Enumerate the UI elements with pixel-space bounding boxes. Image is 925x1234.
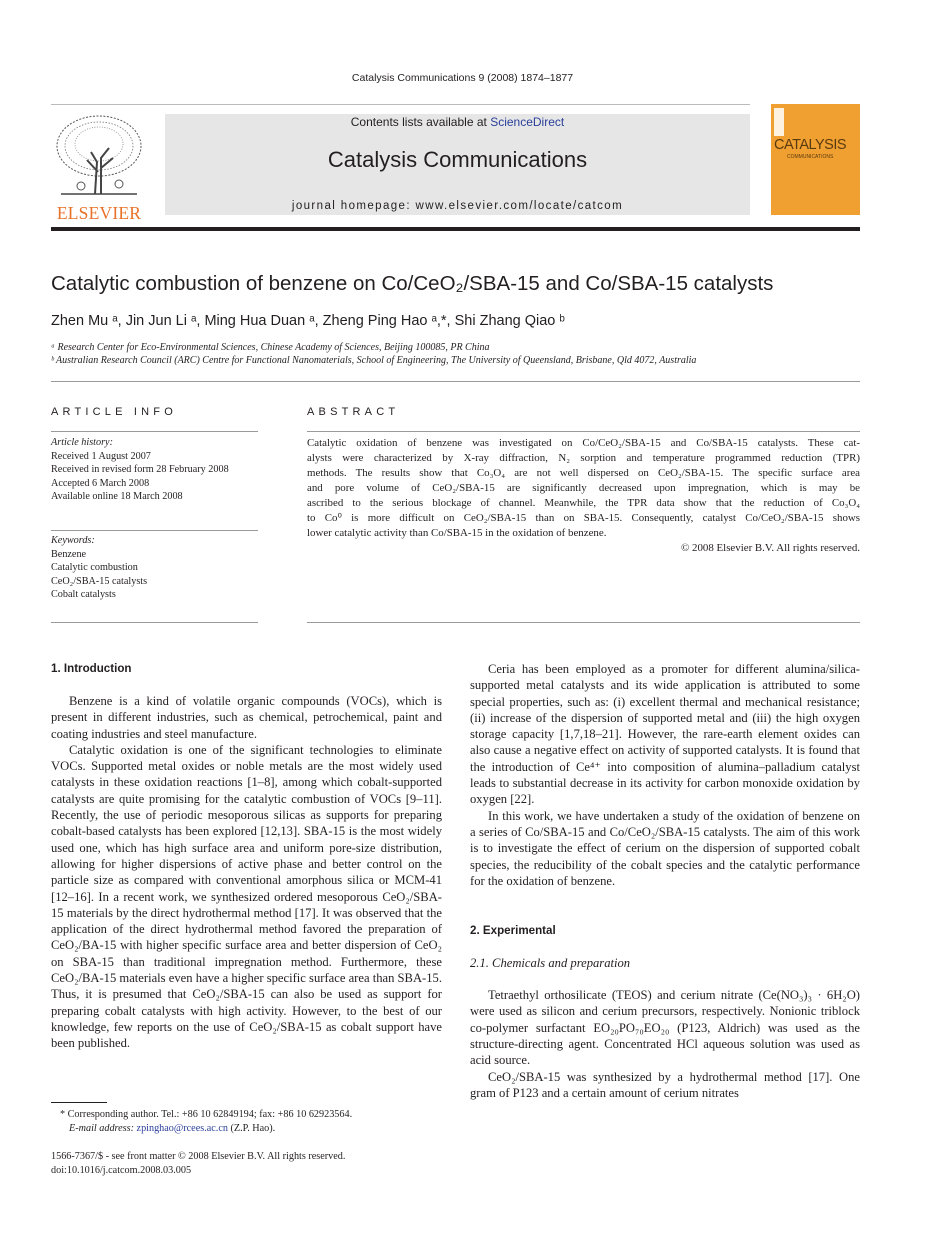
article-authors: Zhen Mu ᵃ, Jin Jun Li ᵃ, Ming Hua Duan ᵃ, Zheng Ping Hao ᵃ,*, Shi Zhang Qiao ᵇ <box>51 313 565 329</box>
abstract-line: to Co⁰ is more difficult on CeO₂/SBA-15 than on SBA-15. Consequently, catalyst Co/CeO₂/SBA-15 shows <box>307 512 860 524</box>
intro-paragraph: Benzene is a kind of volatile organic compounds (VOCs), which is present in different industries, such as chemical, petrochemical, paint and coating industries and steel manufacture. <box>51 694 442 741</box>
intro-paragraph: Ceria has been employed as a promoter for different alumina/silica-supported metal catalysts and its wide application is attributed to some special properties, such as: (i) excellent thermal and mechanical resistance; (ii) increase of the dispersion of supported metal and (iii) the high oxygen storage capacity [1,7,18–21]. However, the rare-earth element oxides can also cause a negative effect on activity of supported catalysts. It is found that the introduction of Ce⁴⁺ into composition of alumina–palladium catalyst leads to substantial decrease in its activity for carbon monoxide oxidation by oxygen [22]. <box>470 662 860 807</box>
abstract-rule-bottom <box>307 622 860 623</box>
footer <box>51 1150 345 1178</box>
history-accepted: Accepted 6 March 2008 <box>51 477 150 489</box>
banner-top-rule <box>51 104 750 105</box>
experimental-paragraph: Tetraethyl orthosilicate (TEOS) and cerium nitrate (Ce(NO₃)₃ · 6H₂O) were used as silicon and cerium precursors, respectively. Nonionic triblock co-polymer surfactant EO₂₀PO₇₀EO₂₀ (P123, Aldrich) was used as the structure-directing agent. Concentrated HCl aqueous solution was used as acid source. <box>470 988 860 1068</box>
article-info-heading: ARTICLE INFO <box>51 406 177 418</box>
article-title: Catalytic combustion of benzene on Co/CeO₂/SBA-15 and Co/SBA-15 catalysts <box>51 272 774 295</box>
affiliation-a: ᵃ Research Center for Eco-Environmental Sciences, Chinese Academy of Sciences, Beijing 100085, PR China <box>51 342 490 353</box>
abstract-line: and pore volume of CeO₂/SBA-15 are significantly decreased upon impregnation, which is may be <box>307 482 860 494</box>
affiliation-b: ᵇ Australian Research Council (ARC) Centre for Functional Nanomaterials, School of Engineering, The University of Queensland, Brisbane, Qld 4072, Australia <box>51 355 697 366</box>
elsevier-logo <box>51 112 147 223</box>
contents-line <box>165 115 750 129</box>
info-rule-3 <box>51 622 258 623</box>
info-rule-2 <box>51 530 258 531</box>
history-label: Article history: <box>51 437 113 448</box>
experimental-paragraph: CeO₂/SBA-15 was synthesized by a hydrothermal method [17]. One gram of P123 and a certain amount of cerium nitrates <box>470 1069 860 1100</box>
abstract-line: alysts were characterized by X-ray diffraction, N₂ sorption and temperature programmed reduction (TPR) <box>307 452 860 464</box>
corresponding-author: * Corresponding author. Tel.: +86 10 62849194; fax: +86 10 62923564. <box>60 1109 353 1120</box>
abstract-body <box>307 436 860 556</box>
history-online: Available online 18 March 2008 <box>51 491 183 502</box>
email-suffix: (Z.P. Hao). <box>230 1123 276 1134</box>
abstract-rule-top <box>307 431 860 432</box>
intro-paragraph: In this work, we have undertaken a study of the oxidation of benzene on a series of Co/SBA-15 and Co/CeO₂/SBA-15 catalysts. The aim of this work is to investigate the effect of cerium on the dispersion of supported cobalt species, the reducibility of the cobalt species and the catalytic performance for the oxidation of benzene. <box>470 808 860 888</box>
elsevier-tree-icon <box>51 112 147 196</box>
keyword-item: CeO₂/SBA-15 catalysts <box>51 575 148 587</box>
abstract-copyright: © 2008 Elsevier B.V. All rights reserved. <box>681 542 860 554</box>
abstract-heading: ABSTRACT <box>307 406 400 418</box>
left-column <box>51 661 442 1052</box>
contents-prefix: Contents lists available at <box>350 115 487 129</box>
cover-title: CATALYSIS <box>774 137 847 153</box>
email-label: E-mail address: <box>69 1123 134 1134</box>
article-history <box>51 436 229 504</box>
keywords <box>51 534 147 602</box>
keywords-label: Keywords: <box>51 535 95 546</box>
experimental-heading: 2. Experimental <box>470 924 556 938</box>
abstract-line: ascribed to the serious blockage of channel. Meanwhile, the TPR data show that the reduction of Co₃O₄ <box>307 497 860 509</box>
cover-subtitle: COMMUNICATIONS <box>787 154 834 160</box>
footnote-rule <box>51 1102 107 1103</box>
right-column <box>470 661 860 1101</box>
keyword-item: Catalytic combustion <box>51 562 138 573</box>
keyword-item: Benzene <box>51 548 87 560</box>
doi-line[interactable]: doi:10.1016/j.catcom.2008.03.005 <box>51 1165 192 1176</box>
footnote <box>60 1108 352 1136</box>
journal-homepage[interactable]: journal homepage: www.elsevier.com/locate/catcom <box>291 200 624 212</box>
journal-banner <box>165 114 750 215</box>
issn-line: 1566-7367/$ - see front matter © 2008 Elsevier B.V. All rights reserved. <box>51 1151 346 1162</box>
elsevier-wordmark: ELSEVIER <box>56 203 142 223</box>
journal-citation: Catalysis Communications 9 (2008) 1874–1877 <box>351 72 574 84</box>
abstract-line: Catalytic oxidation of benzene was investigated on Co/CeO₂/SBA-15 and Co/SBA-15 catalysts. These cat- <box>307 437 860 449</box>
intro-paragraph: Catalytic oxidation is one of the significant technologies to eliminate VOCs. Supported metal oxides or noble metals are the most widely used catalysts in these oxidation reactions [1–8], among which cobalt-supported catalysts are quite promising for the catalytic combustion of VOCs [9–11]. Recently, the use of periodic mesoporous silicas as supports for preparing cobalt-based catalysts has been explored [12,13]. SBA-15 is the most widely used one, which has high surface area and uniform pore-size distribution, allowing for higher dispersions of active phase and better control on the particle size as compared with conventional amorphous silica or MCM-41 [12–16]. In a recent work, we synthesized ordered mesoporous CeO₂/SBA-15 materials by the direct hydrothermal method [17]. It was observed that the application of the direct hydrothermal method favored the preparation of CeO₂/BA-15 with higher specific surface area and better dispersion of CeO₂ on SBA-15 than traditional impregnation method. Furthermore, these CeO₂/BA-15 materials even have a higher specific surface area than SBA-15. Thus, it is presumed that CeO₂/SBA-15 can also be used as support for preparing cobalt catalysts with high activity. However, to the best of our knowledge, few reports on the use of CeO₂/SBA-15 as cobalt support have been published. <box>51 742 442 1051</box>
cover-white-strip <box>774 108 784 136</box>
history-received: Received 1 August 2007 <box>51 450 151 462</box>
header-thick-rule <box>51 227 860 231</box>
abstract-line: methods. The results show that Co₃O₄ are not well dispersed on CeO₂/SBA-15. The specific surface area <box>307 467 860 479</box>
abstract-line: lower catalytic activity than Co/SBA-15 in the oxidation of benzene. <box>307 527 607 539</box>
keyword-item: Cobalt catalysts <box>51 589 116 600</box>
history-revised: Received in revised form 28 February 2008 <box>51 464 229 475</box>
info-rule-1 <box>51 431 258 432</box>
intro-heading: 1. Introduction <box>51 662 132 675</box>
journal-name: Catalysis Communications <box>327 147 588 172</box>
journal-cover <box>771 104 860 215</box>
email-line <box>60 1122 352 1136</box>
info-top-rule <box>51 381 860 382</box>
sciencedirect-link[interactable]: ScienceDirect <box>490 115 565 129</box>
email-link[interactable]: zpinghao@rcees.ac.cn <box>136 1123 228 1134</box>
experimental-subheading: 2.1. Chemicals and preparation <box>470 956 631 971</box>
